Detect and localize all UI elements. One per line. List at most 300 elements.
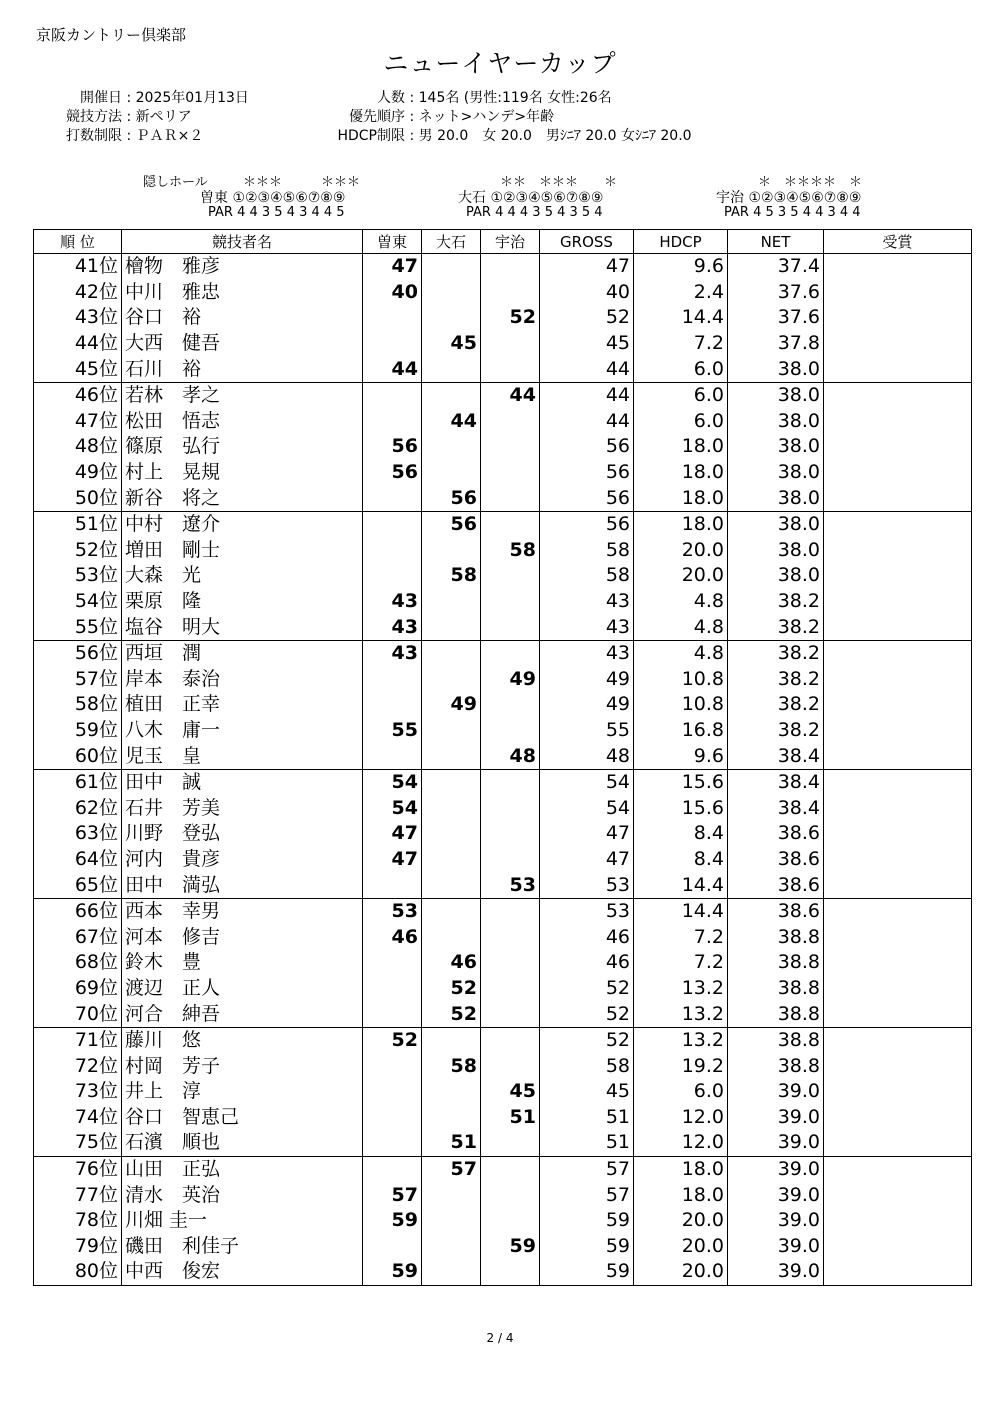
cell-name: 村上 晃規 <box>122 460 363 486</box>
cell-gross: 46 <box>540 924 634 950</box>
cell-c2 <box>422 1234 481 1260</box>
cell-name: 石川 裕 <box>122 356 363 382</box>
cell-c1: 57 <box>363 1182 422 1208</box>
cell-award <box>824 1259 972 1285</box>
cell-hdcp: 8.4 <box>634 821 728 847</box>
cell-net: 39.0 <box>728 1182 824 1208</box>
cell-net: 39.0 <box>728 1130 824 1156</box>
table-row <box>34 356 972 382</box>
cell-c2 <box>422 614 481 640</box>
cell-c3: 49 <box>481 667 540 693</box>
table-row <box>34 950 972 976</box>
cell-c3 <box>481 795 540 821</box>
cell-c3 <box>481 563 540 589</box>
cell-net: 38.0 <box>728 382 824 408</box>
cell-hdcp: 18.0 <box>634 511 728 537</box>
cell-gross: 49 <box>540 667 634 693</box>
cell-award <box>824 976 972 1002</box>
cell-rank: 45位 <box>34 356 122 382</box>
cell-rank: 60位 <box>34 743 122 769</box>
cell-c2 <box>422 847 481 873</box>
cell-c1: 59 <box>363 1208 422 1234</box>
hdcp-label: HDCP制限 <box>337 128 405 144</box>
cell-c1: 59 <box>363 1259 422 1285</box>
cell-net: 38.0 <box>728 538 824 564</box>
cell-gross: 45 <box>540 331 634 357</box>
cell-hdcp: 10.8 <box>634 667 728 693</box>
cell-hdcp: 4.8 <box>634 614 728 640</box>
cell-c2 <box>422 1027 481 1053</box>
cell-c2 <box>422 1079 481 1105</box>
cell-c3 <box>481 589 540 615</box>
priority-value: ネット>ハンデ>年齢 <box>418 109 555 125</box>
cell-c3: 53 <box>481 872 540 898</box>
cell-c2 <box>422 667 481 693</box>
cell-c3: 58 <box>481 538 540 564</box>
cell-name: 中西 俊宏 <box>122 1259 363 1285</box>
cell-award <box>824 821 972 847</box>
cell-c1 <box>363 667 422 693</box>
cell-gross: 52 <box>540 1027 634 1053</box>
cell-hdcp: 20.0 <box>634 538 728 564</box>
table-row <box>34 1027 972 1053</box>
cell-rank: 62位 <box>34 795 122 821</box>
cell-hdcp: 2.4 <box>634 280 728 306</box>
course1-par-label: PAR <box>208 205 233 220</box>
cell-c2 <box>422 769 481 795</box>
table-row <box>34 511 972 537</box>
cell-name: 児玉 皇 <box>122 743 363 769</box>
cell-rank: 61位 <box>34 769 122 795</box>
cell-rank: 66位 <box>34 898 122 924</box>
table-row <box>34 485 972 511</box>
cell-name: 篠原 弘行 <box>122 434 363 460</box>
cell-name: 河本 修吉 <box>122 924 363 950</box>
cell-name: 塩谷 明大 <box>122 614 363 640</box>
cell-award <box>824 356 972 382</box>
cell-award <box>824 485 972 511</box>
cell-rank: 51位 <box>34 511 122 537</box>
course2-name: 大石 <box>458 190 486 206</box>
cell-award <box>824 382 972 408</box>
cell-c2: 52 <box>422 976 481 1002</box>
cell-net: 38.2 <box>728 718 824 744</box>
cell-name: 藤川 悠 <box>122 1027 363 1053</box>
table-row <box>34 1208 972 1234</box>
cell-c1: 53 <box>363 898 422 924</box>
cell-c3 <box>481 1208 540 1234</box>
cell-c1: 47 <box>363 821 422 847</box>
cell-c1: 52 <box>363 1027 422 1053</box>
cell-award <box>824 1156 972 1182</box>
col-rank: 順 位 <box>34 230 122 254</box>
date-value: 2025年01月13日 <box>135 90 249 106</box>
cell-net: 39.0 <box>728 1079 824 1105</box>
cell-c3 <box>481 718 540 744</box>
method-label: 競技方法 <box>66 109 122 125</box>
count-label: 人数 <box>377 90 405 106</box>
cell-award <box>824 1208 972 1234</box>
cell-name: 村岡 芳子 <box>122 1053 363 1079</box>
count-value: 145名 (男性:119名 女性:26名 <box>418 90 612 106</box>
cell-c3 <box>481 434 540 460</box>
cell-name: 栗原 隆 <box>122 589 363 615</box>
cell-rank: 49位 <box>34 460 122 486</box>
table-row <box>34 434 972 460</box>
cell-hdcp: 18.0 <box>634 434 728 460</box>
cell-c1: 43 <box>363 589 422 615</box>
cell-net: 38.4 <box>728 795 824 821</box>
info-hdcp: HDCP制限 : 男 20.0 女 20.0 男ｼﾆｱ 20.0 女ｼﾆｱ 20.0 <box>300 125 692 145</box>
cell-c1 <box>363 331 422 357</box>
cell-rank: 57位 <box>34 667 122 693</box>
cell-net: 38.8 <box>728 1001 824 1027</box>
cell-gross: 47 <box>540 847 634 873</box>
cell-gross: 54 <box>540 795 634 821</box>
cell-c1: 44 <box>363 356 422 382</box>
priority-label: 優先順序 <box>349 109 405 125</box>
cell-gross: 58 <box>540 1053 634 1079</box>
cell-gross: 59 <box>540 1234 634 1260</box>
cell-rank: 59位 <box>34 718 122 744</box>
cell-gross: 56 <box>540 434 634 460</box>
cell-c2: 52 <box>422 1001 481 1027</box>
cell-net: 38.0 <box>728 511 824 537</box>
cell-c3: 48 <box>481 743 540 769</box>
cell-rank: 63位 <box>34 821 122 847</box>
cell-net: 38.8 <box>728 1053 824 1079</box>
cell-rank: 70位 <box>34 1001 122 1027</box>
method-value: 新ペリア <box>135 109 192 125</box>
cell-hdcp: 13.2 <box>634 1001 728 1027</box>
table-row <box>34 692 972 718</box>
col-name: 競技者名 <box>122 230 363 254</box>
results-table <box>33 229 972 1286</box>
cell-hdcp: 12.0 <box>634 1105 728 1131</box>
cell-c2 <box>422 1208 481 1234</box>
cell-name: 大西 健吾 <box>122 331 363 357</box>
cell-award <box>824 305 972 331</box>
cell-name: 河合 紳吾 <box>122 1001 363 1027</box>
course3-marks: ＊ ＊＊＊＊ ＊ <box>758 175 863 190</box>
cell-c1: 54 <box>363 795 422 821</box>
cell-rank: 52位 <box>34 538 122 564</box>
cell-net: 38.0 <box>728 485 824 511</box>
table-row <box>34 280 972 306</box>
cell-name: 増田 剛士 <box>122 538 363 564</box>
cell-name: 八木 庸一 <box>122 718 363 744</box>
cell-hdcp: 20.0 <box>634 1208 728 1234</box>
info-limit: 打数制限 : ＰＡＲ×２ <box>50 125 203 145</box>
cell-c3 <box>481 950 540 976</box>
cell-net: 39.0 <box>728 1208 824 1234</box>
cell-rank: 73位 <box>34 1079 122 1105</box>
cell-c3 <box>481 1130 540 1156</box>
cell-award <box>824 1053 972 1079</box>
course1-hole-numbers: ①②③④⑤⑥⑦⑧⑨ <box>232 190 346 206</box>
cell-award <box>824 1079 972 1105</box>
cell-rank: 58位 <box>34 692 122 718</box>
cell-hdcp: 6.0 <box>634 382 728 408</box>
cell-net: 38.2 <box>728 589 824 615</box>
cell-c1 <box>363 1105 422 1131</box>
cell-name: 大森 光 <box>122 563 363 589</box>
cell-name: 若林 孝之 <box>122 382 363 408</box>
cell-award <box>824 692 972 718</box>
cell-c1: 43 <box>363 640 422 666</box>
cell-hdcp: 15.6 <box>634 795 728 821</box>
cell-c3: 52 <box>481 305 540 331</box>
table-row <box>34 409 972 435</box>
cell-c1 <box>363 692 422 718</box>
cell-hdcp: 4.8 <box>634 640 728 666</box>
cell-c1 <box>363 743 422 769</box>
cell-award <box>824 614 972 640</box>
course3-name: 宇治 <box>716 190 744 206</box>
cell-c1: 43 <box>363 614 422 640</box>
cell-net: 38.0 <box>728 563 824 589</box>
cell-gross: 56 <box>540 511 634 537</box>
hdcp-value: 男 20.0 女 20.0 男ｼﾆｱ 20.0 女ｼﾆｱ 20.0 <box>418 128 692 144</box>
cell-hdcp: 18.0 <box>634 1156 728 1182</box>
cell-award <box>824 640 972 666</box>
cell-net: 38.2 <box>728 692 824 718</box>
cell-c1 <box>363 872 422 898</box>
cell-gross: 52 <box>540 305 634 331</box>
cell-c1 <box>363 409 422 435</box>
table-row <box>34 1234 972 1260</box>
cell-award <box>824 795 972 821</box>
cell-c3 <box>481 924 540 950</box>
cell-award <box>824 511 972 537</box>
cell-net: 38.2 <box>728 667 824 693</box>
cell-c1 <box>363 538 422 564</box>
cell-c3 <box>481 511 540 537</box>
table-row <box>34 614 972 640</box>
course2-hole-numbers: ①②③④⑤⑥⑦⑧⑨ <box>490 190 604 206</box>
cell-c3 <box>481 254 540 280</box>
cell-hdcp: 9.6 <box>634 743 728 769</box>
cell-c3 <box>481 280 540 306</box>
cell-hdcp: 20.0 <box>634 1234 728 1260</box>
cell-c2: 58 <box>422 563 481 589</box>
cell-c2: 44 <box>422 409 481 435</box>
cell-c3 <box>481 692 540 718</box>
cell-gross: 53 <box>540 898 634 924</box>
cell-hdcp: 20.0 <box>634 1259 728 1285</box>
cell-gross: 46 <box>540 950 634 976</box>
cell-c2 <box>422 254 481 280</box>
cell-c2: 57 <box>422 1156 481 1182</box>
cell-c2 <box>422 434 481 460</box>
table-row <box>34 1105 972 1131</box>
table-row <box>34 976 972 1002</box>
cell-net: 38.8 <box>728 1027 824 1053</box>
cell-net: 38.6 <box>728 872 824 898</box>
cell-c3: 59 <box>481 1234 540 1260</box>
cell-c3 <box>481 821 540 847</box>
cell-hdcp: 20.0 <box>634 563 728 589</box>
cell-hdcp: 6.0 <box>634 1079 728 1105</box>
cell-c1 <box>363 1079 422 1105</box>
cell-rank: 68位 <box>34 950 122 976</box>
cell-c2 <box>422 305 481 331</box>
cell-c3 <box>481 614 540 640</box>
cell-c3 <box>481 460 540 486</box>
cell-name: 河内 貴彦 <box>122 847 363 873</box>
cell-award <box>824 872 972 898</box>
cell-rank: 41位 <box>34 254 122 280</box>
cell-rank: 44位 <box>34 331 122 357</box>
cell-rank: 72位 <box>34 1053 122 1079</box>
cell-rank: 64位 <box>34 847 122 873</box>
cell-name: 渡辺 正人 <box>122 976 363 1002</box>
cell-award <box>824 409 972 435</box>
cell-gross: 43 <box>540 589 634 615</box>
cell-net: 37.8 <box>728 331 824 357</box>
table-row <box>34 821 972 847</box>
cell-award <box>824 254 972 280</box>
cell-c3 <box>481 1156 540 1182</box>
cell-award <box>824 924 972 950</box>
table-row <box>34 1001 972 1027</box>
cell-c1 <box>363 1156 422 1182</box>
cell-c3 <box>481 1027 540 1053</box>
table-row <box>34 1130 972 1156</box>
cell-c1: 56 <box>363 434 422 460</box>
cell-gross: 45 <box>540 1079 634 1105</box>
cell-name: 谷口 智恵己 <box>122 1105 363 1131</box>
cell-gross: 49 <box>540 692 634 718</box>
course3-par-label: PAR <box>724 205 749 220</box>
table-row <box>34 1182 972 1208</box>
cell-rank: 67位 <box>34 924 122 950</box>
cell-gross: 51 <box>540 1105 634 1131</box>
cell-rank: 46位 <box>34 382 122 408</box>
cell-rank: 53位 <box>34 563 122 589</box>
cell-c3 <box>481 769 540 795</box>
cell-name: 田中 誠 <box>122 769 363 795</box>
cell-c2 <box>422 382 481 408</box>
cell-c2 <box>422 1182 481 1208</box>
table-row <box>34 743 972 769</box>
cell-rank: 71位 <box>34 1027 122 1053</box>
col-uji: 宇治 <box>481 230 540 254</box>
cell-gross: 44 <box>540 409 634 435</box>
cell-c2: 58 <box>422 1053 481 1079</box>
cell-award <box>824 1182 972 1208</box>
page-number: 2 / 4 <box>486 1331 514 1345</box>
cell-award <box>824 331 972 357</box>
cell-name: 西本 幸男 <box>122 898 363 924</box>
cell-hdcp: 14.4 <box>634 898 728 924</box>
cell-c3 <box>481 898 540 924</box>
cell-gross: 52 <box>540 1001 634 1027</box>
cell-c3 <box>481 331 540 357</box>
cell-net: 38.8 <box>728 976 824 1002</box>
cell-rank: 48位 <box>34 434 122 460</box>
cell-c3 <box>481 976 540 1002</box>
cell-award <box>824 1105 972 1131</box>
cell-award <box>824 589 972 615</box>
cell-award <box>824 718 972 744</box>
table-row <box>34 847 972 873</box>
cell-award <box>824 1130 972 1156</box>
cell-hdcp: 18.0 <box>634 1182 728 1208</box>
cell-hdcp: 15.6 <box>634 769 728 795</box>
cell-c3 <box>481 1001 540 1027</box>
cell-rank: 80位 <box>34 1259 122 1285</box>
cell-c1 <box>363 1053 422 1079</box>
cell-c2: 49 <box>422 692 481 718</box>
cell-name: 川野 登弘 <box>122 821 363 847</box>
info-date: 開催日 : 2025年01月13日 <box>50 87 249 107</box>
cell-hdcp: 14.4 <box>634 872 728 898</box>
course2-holes <box>458 187 603 207</box>
info-count: 人数 : 145名 (男性:119名 女性:26名 <box>300 87 612 107</box>
cell-hdcp: 9.6 <box>634 254 728 280</box>
cell-c1 <box>363 485 422 511</box>
cell-c2 <box>422 640 481 666</box>
cell-award <box>824 743 972 769</box>
cell-rank: 79位 <box>34 1234 122 1260</box>
course2-par <box>466 205 603 220</box>
cell-rank: 47位 <box>34 409 122 435</box>
table-row <box>34 898 972 924</box>
cell-name: 中川 雅忠 <box>122 280 363 306</box>
table-row <box>34 563 972 589</box>
col-hdcp: HDCP <box>634 230 728 254</box>
limit-label: 打数制限 <box>66 128 122 144</box>
cell-c1: 47 <box>363 254 422 280</box>
table-row <box>34 640 972 666</box>
table-row <box>34 924 972 950</box>
cell-c2: 56 <box>422 511 481 537</box>
cell-c2 <box>422 795 481 821</box>
cell-c3: 51 <box>481 1105 540 1131</box>
cell-gross: 59 <box>540 1208 634 1234</box>
cell-net: 38.0 <box>728 434 824 460</box>
cell-net: 38.8 <box>728 924 824 950</box>
cell-net: 38.4 <box>728 743 824 769</box>
course2-par-label: PAR <box>466 205 491 220</box>
cell-c1 <box>363 976 422 1002</box>
cell-net: 38.4 <box>728 769 824 795</box>
cell-c1: 55 <box>363 718 422 744</box>
cell-name: 岸本 泰治 <box>122 667 363 693</box>
cell-c1 <box>363 511 422 537</box>
cell-net: 38.0 <box>728 356 824 382</box>
cell-rank: 65位 <box>34 872 122 898</box>
cell-c1 <box>363 305 422 331</box>
cell-hdcp: 10.8 <box>634 692 728 718</box>
cell-gross: 58 <box>540 563 634 589</box>
cell-rank: 77位 <box>34 1182 122 1208</box>
cell-name: 鈴木 豊 <box>122 950 363 976</box>
cell-c2 <box>422 280 481 306</box>
cell-gross: 40 <box>540 280 634 306</box>
cell-c2 <box>422 718 481 744</box>
cell-name: 中村 遼介 <box>122 511 363 537</box>
cell-hdcp: 6.0 <box>634 356 728 382</box>
cell-c3: 44 <box>481 382 540 408</box>
table-row <box>34 305 972 331</box>
cell-award <box>824 280 972 306</box>
table-row <box>34 331 972 357</box>
cell-name: 清水 英治 <box>122 1182 363 1208</box>
cell-name: 田中 満弘 <box>122 872 363 898</box>
cell-c1: 56 <box>363 460 422 486</box>
